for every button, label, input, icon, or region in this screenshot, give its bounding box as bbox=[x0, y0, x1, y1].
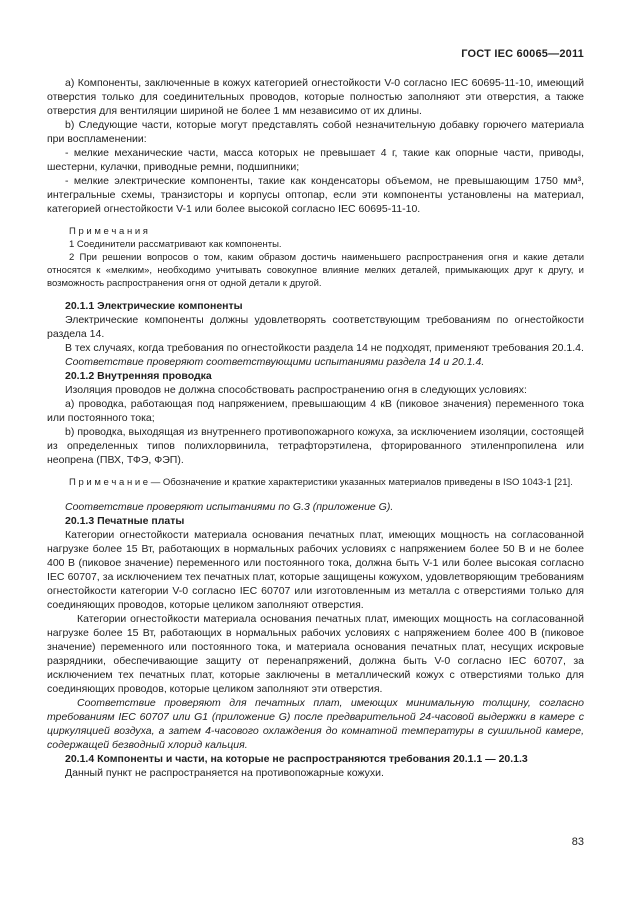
paragraph-list-item-2: - мелкие электрические компоненты, такие как конденсаторы объемом, не превышающим 1750 мм³, интегральные схемы, транзисторы и корпусы оптопар, если эти компоненты установлены на материал, категорией огнестойкости V-1 или более высокой согласно IEC 60695-11-10. bbox=[47, 175, 584, 215]
paragraph: В тех случаях, когда требования по огнестойкости раздела 14 не подходят, применяют требования 20.1.4. bbox=[65, 342, 584, 354]
note-2: 2 При решении вопросов о том, каким образом достичь наименьшего распространения огня и какие детали относятся к «мелким», необходимо учитывать совокупное влияние мелких деталей, примыкающих друг к другу, и возможность распространения огня от одной детали к другой. bbox=[47, 252, 584, 289]
paragraph: Категории огнестойкости материала основания печатных плат, имеющих мощность на согласованной нагрузке более 15 Вт, работающих в нормальных рабочих условиях с напряжением более 50 В и не более 400 В (пиковое значение) переменного или постоянного тока, должна быть V-1 или более высокая согласно IEC 60707, за исключением тех печатных плат, которые защищены кожухом, удовлетворяющим требованиям огнестойкости категории V-0 согласно IEC 60707 или изготовленным из металла с отверстиями только для соединяющих проводов, которые целиком заполняют отверстия. bbox=[47, 529, 584, 611]
note-single: П р и м е ч а н и е — Обозначение и краткие характеристики указанных материалов приведены в ISO 1043-1 [21]. bbox=[69, 477, 573, 488]
section-heading-20-1-3: 20.1.3 Печатные платы bbox=[65, 515, 185, 527]
paragraph-item-b: b) Следующие части, которые могут представлять собой незначительную добавку горючего материала при воспламенении: bbox=[47, 119, 584, 145]
paragraph-item-a2: а) проводка, работающая под напряжением, превышающим 4 кВ (пиковое значения) переменного тока или постоянного тока; bbox=[47, 398, 584, 424]
paragraph: Изоляция проводов не должна способствовать распространению огня в следующих условиях: bbox=[65, 384, 527, 396]
paragraph: Данный пункт не распространяется на противопожарные кожухи. bbox=[65, 767, 384, 779]
notes-heading: П р и м е ч а н и я bbox=[69, 226, 148, 237]
compliance-statement: Соответствие проверяют испытаниями по G.3 (приложение G). bbox=[65, 501, 394, 513]
document-header-title: ГОСТ IEC 60065—2011 bbox=[461, 48, 584, 60]
paragraph-item-b2: b) проводка, выходящая из внутреннего противопожарного кожуха, за исключением изоляции, состоящей из определенных типов полихлорвинила, тетрафторэтилена, фторированного этиленпропилена или неопрена (ПВХ, ТФЭ, ФЭП). bbox=[47, 426, 584, 466]
paragraph: Категории огнестойкости материала основания печатных плат, имеющих мощность на согласованной нагрузке более 15 Вт, работающих в нормальных рабочих условиях с напряжением более 400 В (пиковое значение) переменного или постоянного тока, и материала основания печатных плат, несущих искровые разрядники, обеспечивающие защиту от перенапряжений, должна быть V-0 согласно IEC 60707, за исключением тех печатных плат, которые заключены в металлический кожух с отверстиями только для соединяющих проводов, которые целиком заполняют эти отверстия. bbox=[47, 613, 584, 695]
paragraph: Электрические компоненты должны удовлетворять соответствующим требованиям по огнестойкости раздела 14. bbox=[47, 314, 584, 340]
page-number: 83 bbox=[571, 836, 584, 848]
document-body bbox=[47, 76, 584, 780]
compliance-statement: Соответствие проверяют соответствующими испытаниями раздела 14 и 20.1.4. bbox=[65, 356, 485, 368]
section-heading-20-1-1: 20.1.1 Электрические компоненты bbox=[65, 300, 243, 312]
paragraph-item-a: а) Компоненты, заключенные в кожух категорией огнестойкости V-0 согласно IEC 60695-11-10, имеющий отверстия только для соединительных проводов, которые полностью заполняют эти отверстия, а также отверстия для вентиляции шириной не более 1 мм независимо от их длины. bbox=[47, 77, 584, 117]
compliance-statement: Соответствие проверяют для печатных плат, имеющих минимальную толщину, согласно требованиям IEC 60707 или G1 (приложение G) после предварительной 24-часовой выдержки в камере с циркуляцией воздуха, а затем 4-часового охлаждения до комнатной температуры в сушильной камере, содержащей безводный хлорид кальция. bbox=[47, 697, 584, 751]
paragraph-list-item-1: - мелкие механические части, масса которых не превышает 4 г, такие как опорные части, приводы, шестерни, кулачки, приводные ремни, подшипники; bbox=[47, 147, 584, 173]
note-1: 1 Соединители рассматривают как компоненты. bbox=[69, 239, 282, 250]
section-heading-20-1-2: 20.1.2 Внутренняя проводка bbox=[65, 370, 212, 382]
section-heading-20-1-4: 20.1.4 Компоненты и части, на которые не распространяются требования 20.1.1 — 20.1.3 bbox=[65, 753, 528, 765]
